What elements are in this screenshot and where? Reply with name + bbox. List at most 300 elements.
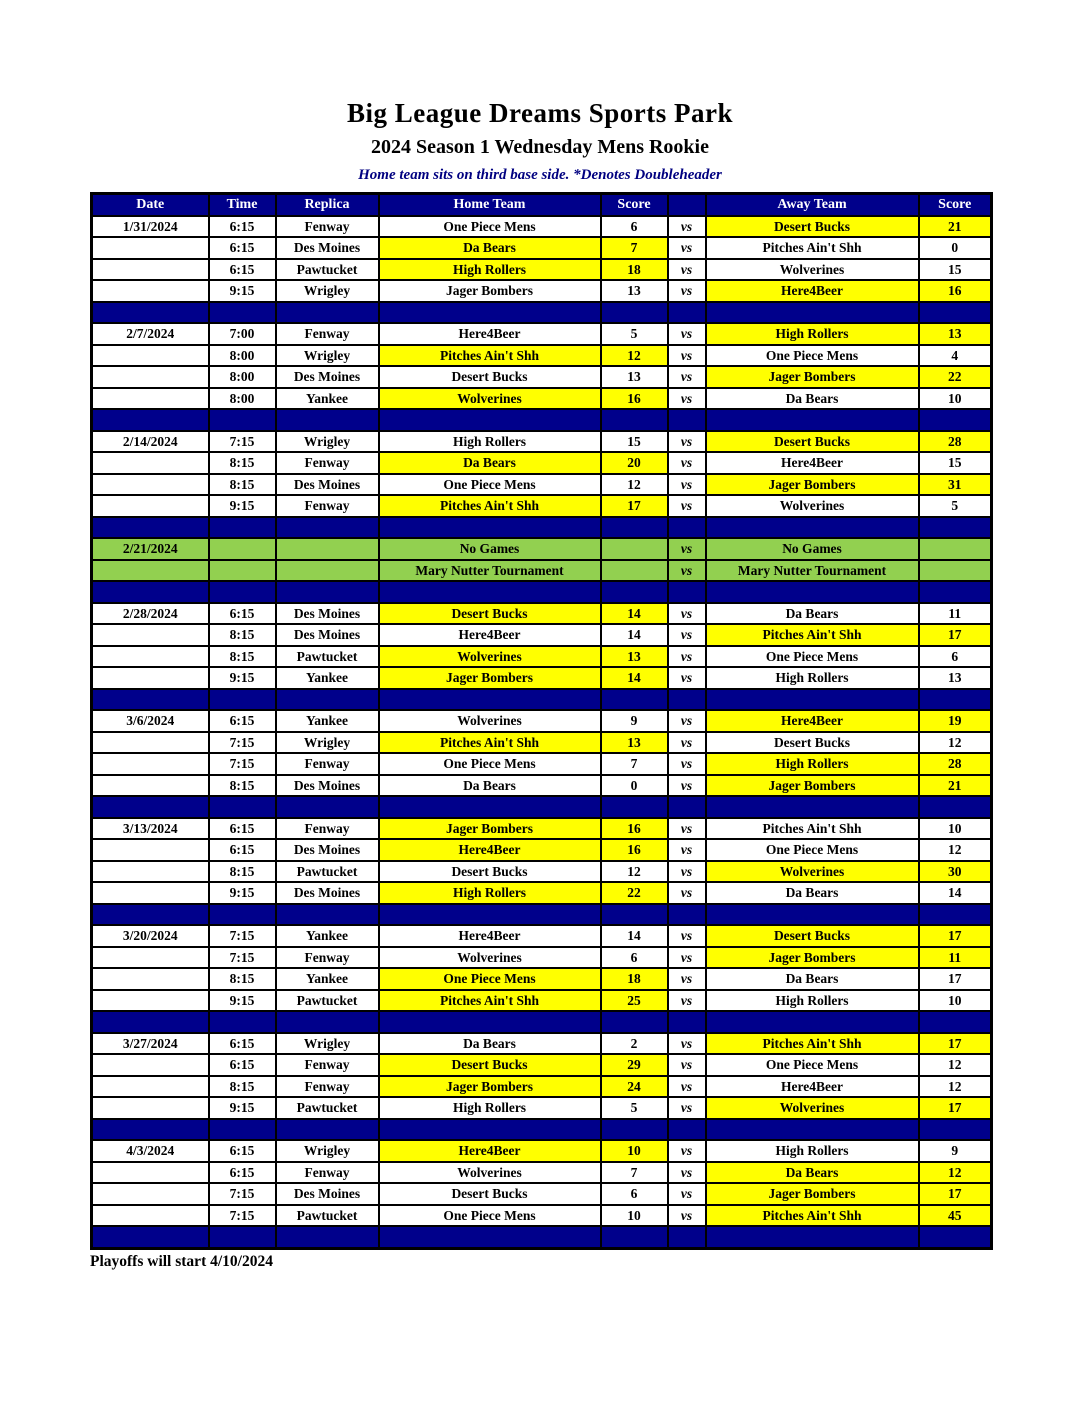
separator-cell bbox=[209, 904, 276, 926]
header-row bbox=[92, 194, 992, 216]
home-score-cell: 14 bbox=[601, 667, 668, 689]
vs-cell: vs bbox=[668, 968, 706, 990]
home-team-cell: Jager Bombers bbox=[379, 667, 601, 689]
vs-cell: vs bbox=[668, 259, 706, 281]
time-cell: 8:15 bbox=[209, 1076, 276, 1098]
date-cell bbox=[92, 646, 209, 668]
home-team-cell: Mary Nutter Tournament bbox=[379, 560, 601, 582]
date-cell: 3/20/2024 bbox=[92, 925, 209, 947]
away-score-cell: 28 bbox=[919, 431, 992, 453]
away-score-cell: 17 bbox=[919, 1183, 992, 1205]
vs-cell: vs bbox=[668, 603, 706, 625]
separator-cell bbox=[919, 517, 992, 539]
game-row bbox=[92, 1183, 992, 1205]
date-cell bbox=[92, 990, 209, 1012]
home-score-cell: 10 bbox=[601, 1140, 668, 1162]
separator-cell bbox=[92, 581, 209, 603]
game-row bbox=[92, 646, 992, 668]
time-cell: 6:15 bbox=[209, 216, 276, 238]
away-score-cell: 17 bbox=[919, 624, 992, 646]
separator-cell bbox=[668, 1119, 706, 1141]
separator-cell bbox=[601, 1226, 668, 1248]
home-team-cell: Desert Bucks bbox=[379, 366, 601, 388]
away-score-cell: 12 bbox=[919, 1162, 992, 1184]
time-cell: 9:15 bbox=[209, 280, 276, 302]
time-cell: 7:15 bbox=[209, 1205, 276, 1227]
date-cell bbox=[92, 388, 209, 410]
col-header-time: Time bbox=[209, 194, 276, 216]
time-cell: 6:15 bbox=[209, 1140, 276, 1162]
away-team-cell: Desert Bucks bbox=[706, 431, 919, 453]
vs-cell: vs bbox=[668, 216, 706, 238]
away-team-cell: High Rollers bbox=[706, 990, 919, 1012]
away-team-cell: Pitches Ain't Shh bbox=[706, 1205, 919, 1227]
away-team-cell: Jager Bombers bbox=[706, 366, 919, 388]
replica-cell: Yankee bbox=[276, 667, 379, 689]
vs-cell: vs bbox=[668, 775, 706, 797]
replica-cell: Fenway bbox=[276, 216, 379, 238]
home-score-cell: 2 bbox=[601, 1033, 668, 1055]
separator-cell bbox=[209, 1119, 276, 1141]
vs-cell: vs bbox=[668, 710, 706, 732]
date-cell bbox=[92, 753, 209, 775]
home-team-cell: Wolverines bbox=[379, 388, 601, 410]
separator-row bbox=[92, 904, 992, 926]
time-cell: 8:15 bbox=[209, 624, 276, 646]
playoffs-note: Playoffs will start 4/10/2024 bbox=[90, 1253, 273, 1270]
separator-cell bbox=[601, 796, 668, 818]
away-score-cell: 12 bbox=[919, 1054, 992, 1076]
replica-cell: Yankee bbox=[276, 968, 379, 990]
separator-cell bbox=[919, 581, 992, 603]
home-score-cell: 14 bbox=[601, 603, 668, 625]
separator-cell bbox=[601, 689, 668, 711]
game-row bbox=[92, 753, 992, 775]
replica-cell: Fenway bbox=[276, 1076, 379, 1098]
separator-cell bbox=[209, 409, 276, 431]
home-score-cell: 13 bbox=[601, 732, 668, 754]
home-score-cell: 7 bbox=[601, 1162, 668, 1184]
game-row bbox=[92, 624, 992, 646]
home-team-cell: Da Bears bbox=[379, 775, 601, 797]
away-score-cell: 10 bbox=[919, 388, 992, 410]
game-row bbox=[92, 1205, 992, 1227]
vs-cell: vs bbox=[668, 1076, 706, 1098]
separator-cell bbox=[92, 689, 209, 711]
home-score-cell: 6 bbox=[601, 1183, 668, 1205]
home-team-cell: Desert Bucks bbox=[379, 1183, 601, 1205]
home-score-cell: 9 bbox=[601, 710, 668, 732]
home-score-cell: 13 bbox=[601, 280, 668, 302]
home-score-cell: 12 bbox=[601, 861, 668, 883]
separator-cell bbox=[379, 302, 601, 324]
away-team-cell: Pitches Ain't Shh bbox=[706, 624, 919, 646]
game-row bbox=[92, 452, 992, 474]
away-score-cell: 6 bbox=[919, 646, 992, 668]
time-cell: 7:15 bbox=[209, 753, 276, 775]
vs-cell: vs bbox=[668, 495, 706, 517]
home-score-cell: 16 bbox=[601, 818, 668, 840]
away-score-cell: 11 bbox=[919, 947, 992, 969]
separator-cell bbox=[919, 689, 992, 711]
replica-cell bbox=[276, 560, 379, 582]
col-header-away-team: Away Team bbox=[706, 194, 919, 216]
game-row bbox=[92, 925, 992, 947]
home-team-cell: Wolverines bbox=[379, 710, 601, 732]
game-row bbox=[92, 474, 992, 496]
date-cell bbox=[92, 775, 209, 797]
date-cell bbox=[92, 839, 209, 861]
season-subtitle: 2024 Season 1 Wednesday Mens Rookie bbox=[370, 136, 709, 158]
home-team-cell: High Rollers bbox=[379, 431, 601, 453]
date-cell bbox=[92, 1054, 209, 1076]
game-row bbox=[92, 1033, 992, 1055]
home-team-cell: Da Bears bbox=[379, 237, 601, 259]
home-team-cell: Wolverines bbox=[379, 646, 601, 668]
home-team-cell: Here4Beer bbox=[379, 323, 601, 345]
separator-cell bbox=[919, 302, 992, 324]
separator-cell bbox=[92, 1119, 209, 1141]
time-cell: 6:15 bbox=[209, 818, 276, 840]
home-team-cell: Pitches Ain't Shh bbox=[379, 732, 601, 754]
date-cell bbox=[92, 667, 209, 689]
separator-cell bbox=[919, 409, 992, 431]
vs-cell: vs bbox=[668, 560, 706, 582]
game-row bbox=[92, 818, 992, 840]
replica-cell: Wrigley bbox=[276, 345, 379, 367]
separator-cell bbox=[919, 904, 992, 926]
home-score-cell: 12 bbox=[601, 345, 668, 367]
replica-cell: Wrigley bbox=[276, 1140, 379, 1162]
replica-cell: Pawtucket bbox=[276, 1097, 379, 1119]
replica-cell: Des Moines bbox=[276, 1183, 379, 1205]
date-cell: 3/27/2024 bbox=[92, 1033, 209, 1055]
replica-cell: Des Moines bbox=[276, 474, 379, 496]
game-row bbox=[92, 1054, 992, 1076]
time-cell: 9:15 bbox=[209, 667, 276, 689]
replica-cell: Pawtucket bbox=[276, 861, 379, 883]
home-team-cell: Here4Beer bbox=[379, 925, 601, 947]
replica-cell: Des Moines bbox=[276, 839, 379, 861]
home-team-cell: High Rollers bbox=[379, 882, 601, 904]
date-cell bbox=[92, 366, 209, 388]
replica-cell: Des Moines bbox=[276, 624, 379, 646]
separator-row bbox=[92, 796, 992, 818]
away-score-cell: 15 bbox=[919, 259, 992, 281]
vs-cell: vs bbox=[668, 1033, 706, 1055]
home-score-cell bbox=[601, 560, 668, 582]
replica-cell: Des Moines bbox=[276, 775, 379, 797]
away-score-cell: 22 bbox=[919, 366, 992, 388]
home-score-cell: 0 bbox=[601, 775, 668, 797]
date-cell: 2/21/2024 bbox=[92, 538, 209, 560]
away-team-cell: Here4Beer bbox=[706, 1076, 919, 1098]
time-cell: 8:15 bbox=[209, 968, 276, 990]
replica-cell: Des Moines bbox=[276, 237, 379, 259]
col-header-date: Date bbox=[92, 194, 209, 216]
game-row bbox=[92, 538, 992, 560]
time-cell: 8:15 bbox=[209, 861, 276, 883]
vs-cell: vs bbox=[668, 1097, 706, 1119]
away-team-cell: Jager Bombers bbox=[706, 947, 919, 969]
replica-cell: Fenway bbox=[276, 947, 379, 969]
replica-cell: Fenway bbox=[276, 753, 379, 775]
schedule-table bbox=[90, 192, 993, 1250]
page-title: Big League Dreams Sports Park bbox=[347, 98, 733, 128]
home-team-cell: Pitches Ain't Shh bbox=[379, 990, 601, 1012]
time-cell: 6:15 bbox=[209, 259, 276, 281]
separator-row bbox=[92, 302, 992, 324]
separator-cell bbox=[276, 581, 379, 603]
separator-cell bbox=[919, 1226, 992, 1248]
col-header-home-score: Score bbox=[601, 194, 668, 216]
home-score-cell: 24 bbox=[601, 1076, 668, 1098]
separator-cell bbox=[601, 1119, 668, 1141]
separator-cell bbox=[706, 409, 919, 431]
col-header-vs bbox=[668, 194, 706, 216]
separator-cell bbox=[92, 302, 209, 324]
col-header-away-score: Score bbox=[919, 194, 992, 216]
away-score-cell: 17 bbox=[919, 925, 992, 947]
away-score-cell: 11 bbox=[919, 603, 992, 625]
home-score-cell: 7 bbox=[601, 753, 668, 775]
separator-cell bbox=[919, 1119, 992, 1141]
vs-cell: vs bbox=[668, 538, 706, 560]
away-score-cell: 12 bbox=[919, 1076, 992, 1098]
time-cell: 7:00 bbox=[209, 323, 276, 345]
time-cell bbox=[209, 538, 276, 560]
home-team-cell: Here4Beer bbox=[379, 624, 601, 646]
away-team-cell: Mary Nutter Tournament bbox=[706, 560, 919, 582]
replica-cell: Fenway bbox=[276, 818, 379, 840]
home-score-cell: 14 bbox=[601, 925, 668, 947]
separator-cell bbox=[209, 1226, 276, 1248]
separator-cell bbox=[668, 689, 706, 711]
away-score-cell: 45 bbox=[919, 1205, 992, 1227]
date-cell bbox=[92, 560, 209, 582]
away-team-cell: Jager Bombers bbox=[706, 474, 919, 496]
separator-cell bbox=[92, 904, 209, 926]
home-team-cell: Jager Bombers bbox=[379, 818, 601, 840]
separator-cell bbox=[668, 302, 706, 324]
time-cell: 7:15 bbox=[209, 925, 276, 947]
time-cell: 6:15 bbox=[209, 839, 276, 861]
away-team-cell: High Rollers bbox=[706, 1140, 919, 1162]
separator-cell bbox=[209, 689, 276, 711]
home-team-cell: One Piece Mens bbox=[379, 1205, 601, 1227]
away-score-cell: 14 bbox=[919, 882, 992, 904]
replica-cell: Pawtucket bbox=[276, 646, 379, 668]
home-score-cell: 18 bbox=[601, 259, 668, 281]
time-cell: 7:15 bbox=[209, 947, 276, 969]
game-row bbox=[92, 861, 992, 883]
away-score-cell: 21 bbox=[919, 775, 992, 797]
home-team-cell: Here4Beer bbox=[379, 1140, 601, 1162]
separator-cell bbox=[276, 904, 379, 926]
separator-row bbox=[92, 517, 992, 539]
separator-cell bbox=[706, 1119, 919, 1141]
home-team-cell: Wolverines bbox=[379, 947, 601, 969]
date-cell bbox=[92, 474, 209, 496]
separator-cell bbox=[668, 517, 706, 539]
home-score-cell: 16 bbox=[601, 839, 668, 861]
home-team-cell: High Rollers bbox=[379, 259, 601, 281]
away-score-cell: 13 bbox=[919, 667, 992, 689]
home-team-cell: One Piece Mens bbox=[379, 474, 601, 496]
vs-cell: vs bbox=[668, 452, 706, 474]
vs-cell: vs bbox=[668, 280, 706, 302]
vs-cell: vs bbox=[668, 818, 706, 840]
date-cell bbox=[92, 947, 209, 969]
col-header-home-team: Home Team bbox=[379, 194, 601, 216]
vs-cell: vs bbox=[668, 431, 706, 453]
away-score-cell: 15 bbox=[919, 452, 992, 474]
game-row bbox=[92, 775, 992, 797]
home-score-cell: 5 bbox=[601, 1097, 668, 1119]
separator-cell bbox=[379, 1011, 601, 1033]
separator-row bbox=[92, 689, 992, 711]
date-cell bbox=[92, 624, 209, 646]
time-cell bbox=[209, 560, 276, 582]
vs-cell: vs bbox=[668, 474, 706, 496]
vs-cell: vs bbox=[668, 1054, 706, 1076]
game-row bbox=[92, 345, 992, 367]
separator-cell bbox=[706, 1226, 919, 1248]
replica-cell: Pawtucket bbox=[276, 990, 379, 1012]
date-cell bbox=[92, 1183, 209, 1205]
vs-cell: vs bbox=[668, 839, 706, 861]
separator-cell bbox=[209, 517, 276, 539]
home-team-cell: One Piece Mens bbox=[379, 753, 601, 775]
time-cell: 9:15 bbox=[209, 1097, 276, 1119]
time-cell: 8:15 bbox=[209, 775, 276, 797]
game-row bbox=[92, 388, 992, 410]
game-row bbox=[92, 667, 992, 689]
away-team-cell: Da Bears bbox=[706, 388, 919, 410]
separator-cell bbox=[379, 517, 601, 539]
time-cell: 7:15 bbox=[209, 732, 276, 754]
separator-cell bbox=[706, 581, 919, 603]
away-team-cell: Here4Beer bbox=[706, 280, 919, 302]
date-cell bbox=[92, 280, 209, 302]
date-cell bbox=[92, 968, 209, 990]
separator-cell bbox=[379, 1119, 601, 1141]
separator-cell bbox=[92, 796, 209, 818]
game-row bbox=[92, 990, 992, 1012]
separator-cell bbox=[276, 689, 379, 711]
away-team-cell: Da Bears bbox=[706, 882, 919, 904]
replica-cell: Wrigley bbox=[276, 280, 379, 302]
separator-cell bbox=[601, 904, 668, 926]
away-team-cell: Here4Beer bbox=[706, 710, 919, 732]
home-score-cell: 12 bbox=[601, 474, 668, 496]
away-team-cell: Da Bears bbox=[706, 603, 919, 625]
separator-cell bbox=[706, 689, 919, 711]
away-score-cell: 13 bbox=[919, 323, 992, 345]
away-score-cell: 16 bbox=[919, 280, 992, 302]
home-score-cell: 18 bbox=[601, 968, 668, 990]
vs-cell: vs bbox=[668, 1140, 706, 1162]
game-row bbox=[92, 882, 992, 904]
away-team-cell: High Rollers bbox=[706, 667, 919, 689]
away-team-cell: Wolverines bbox=[706, 861, 919, 883]
away-team-cell: One Piece Mens bbox=[706, 345, 919, 367]
away-team-cell: Da Bears bbox=[706, 1162, 919, 1184]
away-team-cell: One Piece Mens bbox=[706, 1054, 919, 1076]
replica-cell: Fenway bbox=[276, 1162, 379, 1184]
away-team-cell: Pitches Ain't Shh bbox=[706, 237, 919, 259]
separator-cell bbox=[601, 302, 668, 324]
date-cell: 2/7/2024 bbox=[92, 323, 209, 345]
replica-cell: Wrigley bbox=[276, 732, 379, 754]
date-cell bbox=[92, 452, 209, 474]
home-team-cell: One Piece Mens bbox=[379, 968, 601, 990]
date-cell: 4/3/2024 bbox=[92, 1140, 209, 1162]
vs-cell: vs bbox=[668, 1162, 706, 1184]
home-score-cell: 17 bbox=[601, 495, 668, 517]
time-cell: 7:15 bbox=[209, 1183, 276, 1205]
home-score-cell: 29 bbox=[601, 1054, 668, 1076]
separator-cell bbox=[209, 302, 276, 324]
home-score-cell: 25 bbox=[601, 990, 668, 1012]
away-team-cell: Pitches Ain't Shh bbox=[706, 1033, 919, 1055]
game-row bbox=[92, 1076, 992, 1098]
away-team-cell: Jager Bombers bbox=[706, 775, 919, 797]
vs-cell: vs bbox=[668, 366, 706, 388]
separator-cell bbox=[668, 409, 706, 431]
home-score-cell: 14 bbox=[601, 624, 668, 646]
vs-cell: vs bbox=[668, 345, 706, 367]
date-cell bbox=[92, 861, 209, 883]
separator-cell bbox=[706, 796, 919, 818]
replica-cell: Wrigley bbox=[276, 431, 379, 453]
vs-cell: vs bbox=[668, 388, 706, 410]
replica-cell: Fenway bbox=[276, 1054, 379, 1076]
away-team-cell: Wolverines bbox=[706, 1097, 919, 1119]
time-cell: 8:00 bbox=[209, 366, 276, 388]
home-team-cell: Here4Beer bbox=[379, 839, 601, 861]
home-score-cell: 7 bbox=[601, 237, 668, 259]
away-score-cell: 28 bbox=[919, 753, 992, 775]
away-team-cell: Jager Bombers bbox=[706, 1183, 919, 1205]
separator-cell bbox=[706, 904, 919, 926]
separator-cell bbox=[668, 581, 706, 603]
vs-cell: vs bbox=[668, 1205, 706, 1227]
separator-cell bbox=[209, 796, 276, 818]
time-cell: 8:00 bbox=[209, 388, 276, 410]
game-row bbox=[92, 1140, 992, 1162]
away-team-cell: Wolverines bbox=[706, 495, 919, 517]
separator-cell bbox=[92, 409, 209, 431]
game-row bbox=[92, 947, 992, 969]
home-score-cell: 13 bbox=[601, 366, 668, 388]
away-score-cell: 30 bbox=[919, 861, 992, 883]
separator-cell bbox=[92, 1226, 209, 1248]
home-score-cell: 5 bbox=[601, 323, 668, 345]
away-score-cell: 17 bbox=[919, 1097, 992, 1119]
away-team-cell: Pitches Ain't Shh bbox=[706, 818, 919, 840]
time-cell: 6:15 bbox=[209, 1162, 276, 1184]
home-score-cell: 6 bbox=[601, 947, 668, 969]
time-cell: 9:15 bbox=[209, 882, 276, 904]
home-team-cell: High Rollers bbox=[379, 1097, 601, 1119]
replica-cell: Fenway bbox=[276, 452, 379, 474]
date-cell: 1/31/2024 bbox=[92, 216, 209, 238]
game-row bbox=[92, 839, 992, 861]
date-cell bbox=[92, 495, 209, 517]
away-team-cell: Desert Bucks bbox=[706, 925, 919, 947]
away-score-cell: 12 bbox=[919, 839, 992, 861]
